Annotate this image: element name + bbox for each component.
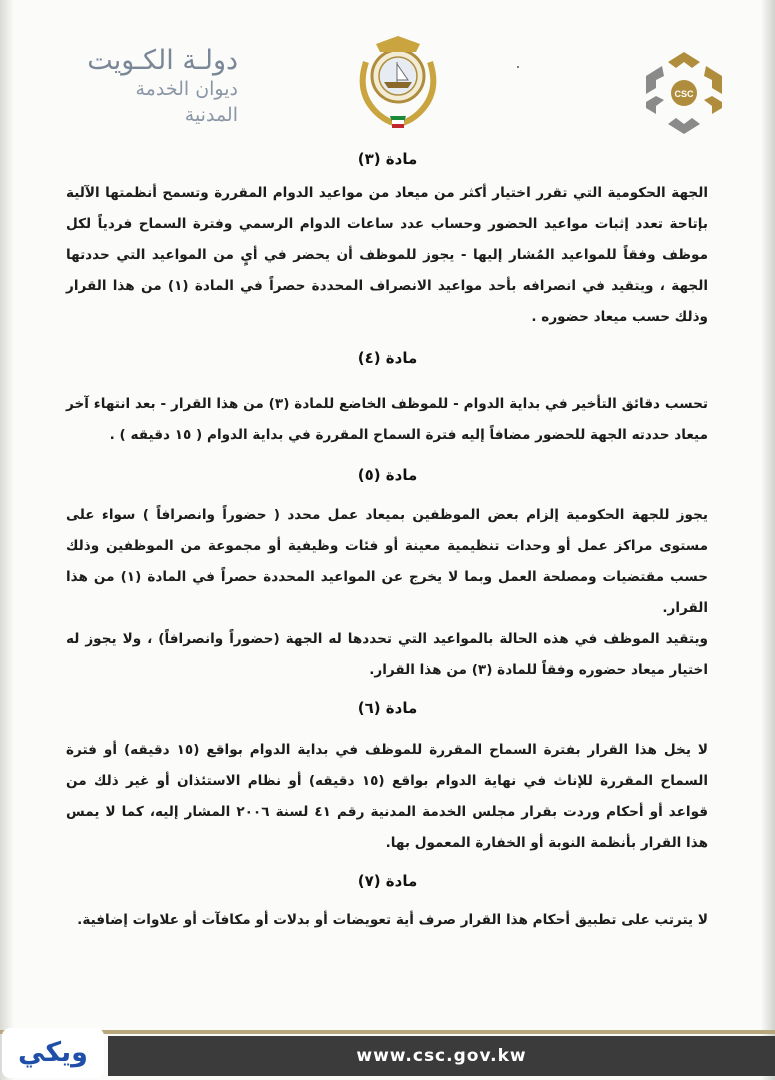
bureau-name: ديوان الخدمة المدنية — [135, 78, 238, 126]
article-5-title: مادة (٥) — [357, 466, 418, 484]
article-6-body — [66, 735, 708, 859]
kuwait-emblem-icon — [356, 32, 440, 132]
watermark-logo: ويكي — [18, 1037, 88, 1068]
article-5-paragraph-1: يجوز للجهة الحكومية إلزام بعض الموظفين بميعاد عمل محدد ( حضوراً وانصرافاً ) سواء على مستوى مراكز عمل أو وحدات تنظيمية معينة أو فئات وظيفية أو مجموعة من الموظفين وذلك حسب مقتضيات ومصلحة العمل وبما لا يخرج عن المواعيد المحددة حصراً في المادة (١) من هذا القرار. — [66, 507, 709, 616]
article-7-paragraph: لا يترتب على تطبيق أحكام هذا القرار صرف أية تعويضات أو بدلات أو مكافآت أو علاوات إضافية. — [77, 912, 708, 928]
scan-speck — [517, 66, 519, 68]
state-name: دولـة الكـويت — [87, 45, 238, 76]
article-5-body — [66, 500, 708, 686]
article-7-title: مادة (٧) — [357, 872, 418, 890]
footer-website: www.csc.gov.kw — [356, 1046, 527, 1066]
article-5-paragraph-2: ويتقيد الموظف في هذه الحالة بالمواعيد التي تحددها له الجهة (حضوراً وانصرافاً) ، ولا يجوز له اختيار ميعاد حضوره وفقاً للمادة (٣) من هذا القرار. — [66, 631, 708, 678]
article-6-paragraph: لا يخل هذا القرار بفترة السماح المقررة للموظف في بداية الدوام بواقع (١٥ دقيقه) أو فترة السماح المقررة للإناث في نهاية الدوام بواقع (١٥ دقيقه) أو نظام الاستئذان أو غير ذلك من قواعد أو أحكام وردت بقرار مجلس الخدمة المدنية رقم ٤١ لسنة ٢٠٠٦ المشار إليه، كما لا يمس هذا القرار بأنظمة النوبة أو الخفارة المعمول بها. — [66, 742, 709, 851]
article-4-title: مادة (٤) — [357, 349, 418, 367]
csc-logo-text: CSC — [674, 89, 694, 99]
article-3-body — [66, 178, 708, 333]
article-7-body — [66, 905, 708, 936]
article-4-paragraph: تحسب دقائق التأخير في بداية الدوام - للموظف الخاضع للمادة (٣) من هذا القرار - بعد انتهاء آخر ميعاد حددته الجهة للحضور مضافاً إليه فترة السماح المقررة في بداية الدوام ( ١٥ دقيقه ) . — [66, 396, 708, 443]
article-6-title: مادة (٦) — [357, 699, 418, 717]
article-3-title: مادة (٣) — [357, 150, 418, 168]
header-title — [78, 46, 238, 128]
article-4-body — [66, 389, 708, 451]
footer-gold-line — [0, 1030, 775, 1034]
csc-logo-icon — [636, 48, 732, 138]
article-3-paragraph: الجهة الحكومية التي تقرر اختيار أكثر من ميعاد من مواعيد الدوام المقررة وتسمح أنظمتها الآلية بإتاحة تعدد إثبات مواعيد الحضور وحساب عدد ساعات الدوام الرسمي وفترة السماح فردياً لكل موظف وفقاً للمواعيد المُشار إليها - يجوز للموظف أن يحضر في أيٍ من المواعيد التي حددتها الجهة ، ويتقيد في انصرافه بأحد مواعيد الانصراف المحددة حصراً في المادة (١) من هذا القرار وذلك حسب ميعاد حضوره . — [66, 185, 708, 325]
